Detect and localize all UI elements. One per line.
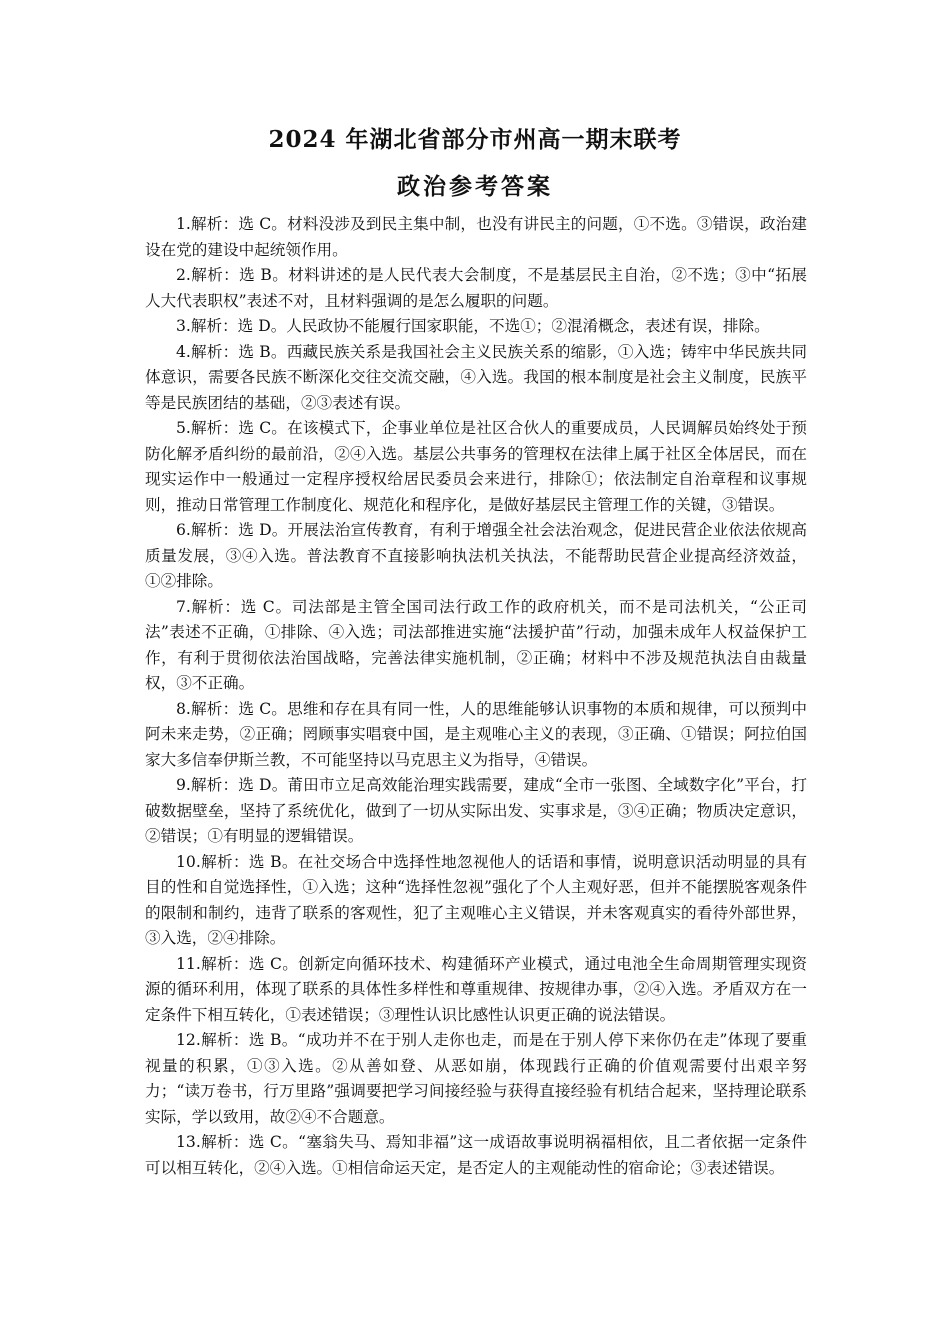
answer-item-4: 4.解析：选 B。西藏民族关系是我国社会主义民族关系的缩影，①入选；铸牢中华民族共同体意识，需要各民族不断深化交往交流交融，④入选。我国的根本制度是社会主义制度，民族平等是民族团结的基础，②③表述有误。 [145,342,807,412]
answer-item-6: 6.解析：选 D。开展法治宣传教育，有利于增强全社会法治观念，促进民营企业依法依规高质量发展，③④入选。普法教育不直接影响执法机关执法，不能帮助民营企业提高经济效益，①②排除。 [145,521,807,590]
answer-item-5: 5.解析：选 C。在该模式下，企事业单位是社区合伙人的重要成员，人民调解员始终处于预防化解矛盾纠纷的最前沿，②④入选。基层公共事务的管理权在法律上属于社区全体居民，而在现实运作中一般通过一定程序授权给居民委员会来进行，排除①；依法制定自治章程和议事规则，推动日常管理工作制度化、规范化和程序化，是做好基层民主管理工作的关键，③错误。 [145,419,807,514]
answer-item-10: 10.解析：选 B。在社交场合中选择性地忽视他人的话语和事情，说明意识活动明显的具有目的性和自觉选择性，①入选；这种“选择性忽视”强化了个人主观好恶，但并不能摆脱客观条件的限制和制约，违背了联系的客观性，犯了主观唯心主义错误，并未客观真实的看待外部世界，③入选，②④排除。 [145,852,807,947]
answer-item-9: 9.解析：选 D。莆田市立足高效能治理实践需要，建成“全市一张图、全域数字化”平台，打破数据壁垒，坚持了系统优化，做到了一切从实际出发、实事求是，③④正确；物质决定意识，②错误；①有明显的逻辑错误。 [145,776,807,845]
answer-item-7: 7.解析：选 C。司法部是主管全国司法行政工作的政府机关，而不是司法机关，“公正司法”表述不正确，①排除、④入选；司法部推进实施“法援护苗”行动，加强未成年人权益保护工作，有利于贯彻依法治国战略，完善法律实施机制，②正确；材料中不涉及规范执法自由裁量权，③不正确。 [145,597,807,692]
answer-item-12: 12.解析：选 B。“成功并不在于别人走你也走，而是在于别人停下来你仍在走”体现了要重视量的积累，①③入选。②从善如登、从恶如崩，体现践行正确的价值观需要付出艰辛努力；“读万卷书，行万里路”强调要把学习间接经验与获得直接经验有机结合起来，坚持理论联系实际，学以致用，故②④不合题意。 [145,1031,807,1126]
answer-item-1: 1.解析：选 C。材料没涉及到民主集中制，也没有讲民主的问题，①不选。③错误，政治建设在党的建设中起统领作用。 [145,215,807,259]
answer-item-8: 8.解析：选 C。思维和存在具有同一性，人的思维能够认识事物的本质和规律，可以预判中阿未来走势，②正确；罔顾事实唱衰中国，是主观唯心主义的表现，③正确、①错误；阿拉伯国家大多信奉伊斯兰教，不可能坚持以马克思主义为指导，④错误。 [145,699,807,769]
document-title: 2024 年湖北省部分市州高一期末联考 [268,126,682,153]
answer-list [145,212,807,1181]
answer-item-2: 2.解析：选 B。材料讲述的是人民代表大会制度，不是基层民主自治，②不选；③中“拓展人大代表职权”表述不对，且材料强调的是怎么履职的问题。 [145,266,807,310]
answer-item-13: 13.解析：选 C。“塞翁失马、焉知非福”这一成语故事说明祸福相依，且二者依据一定条件可以相互转化，②④入选。①相信命运天定，是否定人的主观能动性的宿命论；③表述错误。 [145,1133,807,1177]
answer-item-3: 3.解析：选 D。人民政协不能履行国家职能，不选①；②混淆概念，表述有误，排除。 [176,317,770,335]
answer-item-11: 11.解析：选 C。创新定向循环技术、构建循环产业模式，通过电池全生命周期管理实现资源的循环利用，体现了联系的具体性多样性和尊重规律、按规律办事，②④入选。矛盾双方在一定条件下相互转化，①表述错误；③理性认识比感性认识更正确的说法错误。 [145,954,807,1024]
document-subtitle: 政治参考答案 [397,173,553,200]
